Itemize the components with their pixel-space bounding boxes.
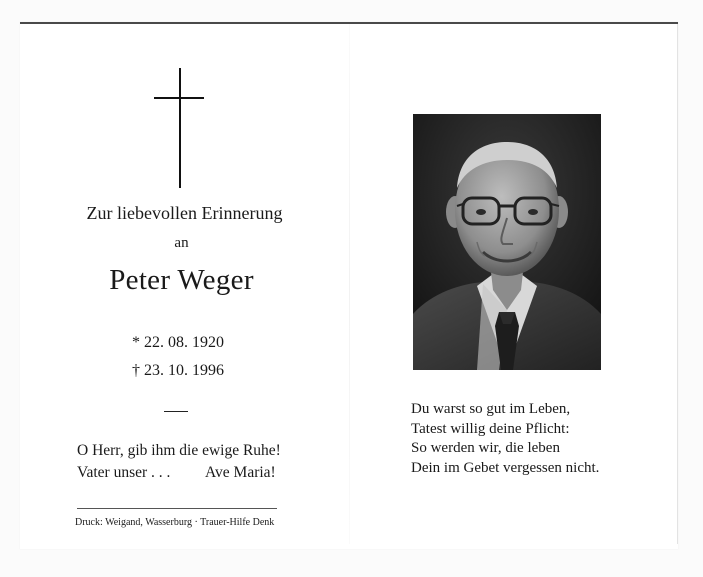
deceased-name: Peter Weger — [109, 264, 254, 296]
cross-vertical-bar — [179, 68, 181, 188]
death-date: † 23. 10. 1996 — [132, 362, 224, 379]
separator-dash — [164, 411, 188, 412]
cross-icon — [154, 68, 206, 188]
card-edge — [677, 24, 678, 544]
memorial-intro: Zur liebevollen Erinnerung — [86, 203, 283, 223]
ave-maria: Ave Maria! — [205, 464, 276, 481]
portrait-illustration — [413, 114, 601, 370]
left-panel — [20, 22, 349, 547]
printer-credit: Druck: Weigand, Wasserburg · Trauer-Hilfe Denk — [75, 517, 275, 528]
poem-line: So werden wir, die leben — [411, 440, 560, 456]
poem-line: Tatest willig deine Pflicht: — [411, 420, 570, 437]
poem — [411, 400, 599, 478]
card-fold — [349, 24, 350, 544]
memorial-an: an — [174, 235, 189, 251]
cross-horizontal-bar — [154, 97, 204, 99]
birth-date: * 22. 08. 1920 — [132, 334, 224, 351]
poem-line: Du warst so gut im Leben, — [411, 401, 571, 417]
poem-line: Dein im Gebet vergessen nicht. — [411, 459, 600, 476]
portrait-photo — [413, 114, 601, 370]
prayer-line: O Herr, gib ihm die ewige Ruhe! — [77, 442, 281, 459]
vater-unser: Vater unser . . . — [77, 464, 171, 481]
printer-rule — [77, 508, 277, 509]
